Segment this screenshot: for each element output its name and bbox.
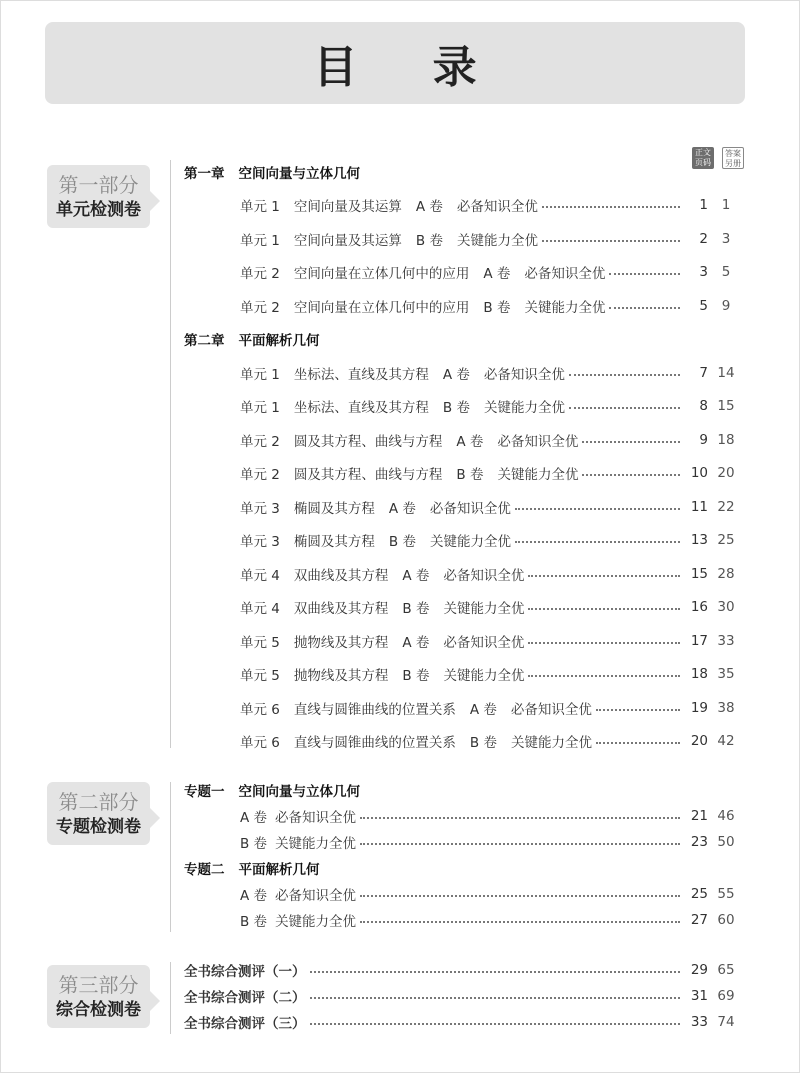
page-number: 29 <box>690 962 708 978</box>
entry-paper: B 卷 <box>483 299 511 316</box>
answer-page: 18 <box>717 431 735 448</box>
answer-page: 50 <box>717 834 735 850</box>
entry-name: 全书综合测评（一） <box>184 964 306 980</box>
page-number: 16 <box>690 599 708 616</box>
entry-paper: A 卷 <box>456 433 484 450</box>
part-name: 专题检测卷 <box>56 817 141 837</box>
entry-unit: 单元 2 <box>240 299 280 316</box>
dot-leader <box>596 709 680 711</box>
entry-desc: 关键能力全优 <box>510 735 592 752</box>
page-number: 1 <box>699 197 708 214</box>
divider <box>170 160 171 748</box>
dot-leader <box>528 608 680 610</box>
entry-desc: 必备知识全优 <box>429 500 511 517</box>
topic-heading[interactable] <box>184 855 744 881</box>
entry-unit: 单元 2 <box>240 467 280 484</box>
part2-contents <box>184 777 744 933</box>
page-number: 5 <box>699 297 708 314</box>
entry-unit: 单元 4 <box>240 601 280 618</box>
entry-topic: 圆及其方程、曲线与方程 <box>293 433 443 450</box>
entry-topic: 坐标法、直线及其方程 <box>293 366 429 383</box>
toc-entry[interactable] <box>184 222 744 256</box>
toc-entry[interactable] <box>184 457 744 491</box>
entry-paper: B 卷 <box>456 467 484 484</box>
dot-leader <box>609 273 680 275</box>
part3-contents <box>184 957 744 1035</box>
entry-desc: 必备知识全优 <box>524 266 606 283</box>
chapter-heading[interactable] <box>184 323 744 357</box>
toc-entry[interactable] <box>184 390 744 424</box>
dot-leader <box>528 575 680 577</box>
page-number: 8 <box>699 398 708 415</box>
entry-desc: 关键能力全优 <box>456 232 538 249</box>
answer-page: 1 <box>721 197 731 214</box>
dot-leader <box>360 817 680 819</box>
entry-topic: 空间向量及其运算 <box>293 199 402 216</box>
page-number: 33 <box>690 1014 708 1030</box>
toc-entry[interactable] <box>184 957 744 983</box>
entry-topic: 椭圆及其方程 <box>293 534 375 551</box>
page-number: 21 <box>690 808 708 824</box>
entry-topic: 双曲线及其方程 <box>293 601 389 618</box>
answer-page: 14 <box>717 364 735 381</box>
answer-page: 5 <box>721 264 731 281</box>
dot-leader <box>515 541 680 543</box>
toc-entry[interactable] <box>184 557 744 591</box>
entry-paper: A 卷 <box>415 199 443 216</box>
entry-desc: 必备知识全优 <box>443 567 525 584</box>
entry-topic: 抛物线及其方程 <box>293 634 389 651</box>
page-number: 7 <box>699 364 708 381</box>
entry-paper: A 卷 <box>483 266 511 283</box>
topic-name: 平面解析几何 <box>238 862 320 878</box>
entry-paper: B 卷 <box>402 668 430 685</box>
page-number: 19 <box>690 699 708 716</box>
entry-desc: 关键能力全优 <box>429 534 511 551</box>
page-number: 17 <box>690 632 708 649</box>
dot-leader <box>596 742 680 744</box>
entry-paper: A 卷 <box>469 701 497 718</box>
toc-entry[interactable] <box>184 907 744 933</box>
toc-entry[interactable] <box>184 803 744 829</box>
entry-desc: 关键能力全优 <box>524 299 606 316</box>
answer-page: 60 <box>717 912 735 928</box>
dot-leader <box>310 971 681 973</box>
toc-entry[interactable] <box>184 624 744 658</box>
entry-desc: 必备知识全优 <box>443 634 525 651</box>
entry-desc: 关键能力全优 <box>275 914 357 930</box>
answer-page: 22 <box>717 498 735 515</box>
entry-topic: 直线与圆锥曲线的位置关系 <box>293 701 456 718</box>
entry-unit: 单元 1 <box>240 232 280 249</box>
toc-entry[interactable] <box>184 983 744 1009</box>
page-number: 15 <box>690 565 708 582</box>
answer-page: 55 <box>717 886 735 902</box>
dot-leader <box>528 675 680 677</box>
dot-leader <box>310 1023 681 1025</box>
entry-unit: 单元 1 <box>240 199 280 216</box>
entry-topic: 双曲线及其方程 <box>293 567 389 584</box>
page-number: 27 <box>690 912 708 928</box>
entry-unit: 单元 2 <box>240 433 280 450</box>
entry-desc: 必备知识全优 <box>456 199 538 216</box>
dot-leader <box>542 206 680 208</box>
part-number: 第三部分 <box>58 973 139 997</box>
page-title: 目 录 <box>313 42 507 93</box>
topic-heading[interactable] <box>184 777 744 803</box>
toc-entry[interactable] <box>184 829 744 855</box>
entry-paper: B 卷 <box>240 836 268 852</box>
toc-entry[interactable] <box>184 490 744 524</box>
page-number: 20 <box>690 733 708 750</box>
dot-leader <box>582 474 680 476</box>
toc-entry[interactable] <box>184 356 744 390</box>
dot-leader <box>569 374 680 376</box>
toc-entry[interactable] <box>184 189 744 223</box>
entry-paper: A 卷 <box>402 567 430 584</box>
page-number: 10 <box>690 465 708 482</box>
part-number: 第一部分 <box>58 173 139 197</box>
topic-number: 专题二 <box>184 862 225 878</box>
entry-desc: 关键能力全优 <box>443 601 525 618</box>
dot-leader <box>609 307 680 309</box>
column-legend <box>692 147 744 169</box>
entry-desc: 关键能力全优 <box>497 467 579 484</box>
entry-topic: 坐标法、直线及其方程 <box>293 400 429 417</box>
chapter-name: 平面解析几何 <box>238 333 320 350</box>
part-label-3 <box>47 965 150 1028</box>
page-number: 23 <box>690 834 708 850</box>
dot-leader <box>360 843 680 845</box>
dot-leader <box>542 240 680 242</box>
page-number: 13 <box>690 532 708 549</box>
dot-leader <box>569 407 680 409</box>
title-banner <box>45 22 745 104</box>
entry-topic: 空间向量及其运算 <box>293 232 402 249</box>
entry-desc: 必备知识全优 <box>275 810 357 826</box>
toc-entry[interactable] <box>184 725 744 759</box>
answer-page: 30 <box>717 599 735 616</box>
answer-page: 33 <box>717 632 735 649</box>
dot-leader <box>515 508 680 510</box>
entry-unit: 单元 5 <box>240 668 280 685</box>
entry-paper: B 卷 <box>415 232 443 249</box>
answer-page: 35 <box>717 666 735 683</box>
entry-paper: A 卷 <box>402 634 430 651</box>
entry-unit: 单元 6 <box>240 701 280 718</box>
answer-page: 3 <box>721 230 731 247</box>
entry-unit: 单元 1 <box>240 400 280 417</box>
toc-entry[interactable] <box>184 289 744 323</box>
part-name: 单元检测卷 <box>56 200 141 220</box>
answer-page: 46 <box>717 808 735 824</box>
entry-desc: 关键能力全优 <box>483 400 565 417</box>
entry-desc: 必备知识全优 <box>497 433 579 450</box>
entry-desc: 关键能力全优 <box>275 836 357 852</box>
entry-desc: 必备知识全优 <box>510 701 592 718</box>
entry-unit: 单元 6 <box>240 735 280 752</box>
page-number: 25 <box>690 886 708 902</box>
page-number-icon: 正文页码 <box>692 147 714 169</box>
entry-paper: B 卷 <box>240 914 268 930</box>
entry-topic: 圆及其方程、曲线与方程 <box>293 467 443 484</box>
dot-leader <box>360 895 680 897</box>
entry-topic: 空间向量在立体几何中的应用 <box>293 299 470 316</box>
answer-page: 69 <box>717 988 735 1004</box>
toc-entry[interactable] <box>184 423 744 457</box>
divider <box>170 782 171 932</box>
entry-paper: B 卷 <box>388 534 416 551</box>
chapter-number: 第二章 <box>184 333 225 350</box>
answer-page: 42 <box>717 733 735 750</box>
answer-page: 9 <box>721 297 731 314</box>
entry-desc: 关键能力全优 <box>443 668 525 685</box>
page-number: 9 <box>699 431 708 448</box>
part-label-2 <box>47 782 150 845</box>
page-number: 2 <box>699 230 708 247</box>
entry-unit: 单元 5 <box>240 634 280 651</box>
dot-leader <box>582 441 680 443</box>
topic-name: 空间向量与立体几何 <box>238 784 360 800</box>
entry-topic: 抛物线及其方程 <box>293 668 389 685</box>
topic-number: 专题一 <box>184 784 225 800</box>
part-label-1 <box>47 165 150 228</box>
entry-unit: 单元 1 <box>240 366 280 383</box>
entry-topic: 直线与圆锥曲线的位置关系 <box>293 735 456 752</box>
toc-entry[interactable] <box>184 658 744 692</box>
chapter-heading[interactable] <box>184 155 744 189</box>
page-number: 3 <box>699 264 708 281</box>
entry-name: 全书综合测评（三） <box>184 1016 306 1032</box>
entry-paper: A 卷 <box>388 500 416 517</box>
answer-page: 38 <box>717 699 735 716</box>
chapter-number: 第一章 <box>184 165 225 182</box>
toc-entry[interactable] <box>184 1009 744 1035</box>
entry-topic: 空间向量在立体几何中的应用 <box>293 266 470 283</box>
answer-page: 65 <box>717 962 735 978</box>
part-name: 综合检测卷 <box>56 1000 141 1020</box>
chapter-name: 空间向量与立体几何 <box>238 165 360 182</box>
entry-desc: 必备知识全优 <box>483 366 565 383</box>
entry-unit: 单元 3 <box>240 500 280 517</box>
page-number: 31 <box>690 988 708 1004</box>
dot-leader <box>360 921 680 923</box>
toc-entry[interactable] <box>184 524 744 558</box>
dot-leader <box>528 642 680 644</box>
entry-paper: B 卷 <box>402 601 430 618</box>
toc-entry[interactable] <box>184 881 744 907</box>
answer-page: 20 <box>717 465 735 482</box>
entry-unit: 单元 4 <box>240 567 280 584</box>
entry-paper: B 卷 <box>469 735 497 752</box>
entry-topic: 椭圆及其方程 <box>293 500 375 517</box>
entry-unit: 单元 2 <box>240 266 280 283</box>
answer-page: 25 <box>717 532 735 549</box>
entry-unit: 单元 3 <box>240 534 280 551</box>
answer-page: 28 <box>717 565 735 582</box>
toc-entry[interactable] <box>184 691 744 725</box>
entry-name: 全书综合测评（二） <box>184 990 306 1006</box>
part1-contents <box>184 148 744 758</box>
toc-entry[interactable] <box>184 256 744 290</box>
entry-paper: B 卷 <box>442 400 470 417</box>
page-number: 11 <box>690 498 708 515</box>
answer-page: 15 <box>717 398 735 415</box>
entry-desc: 必备知识全优 <box>275 888 357 904</box>
part-number: 第二部分 <box>58 790 139 814</box>
answer-page: 74 <box>717 1014 735 1030</box>
entry-paper: A 卷 <box>240 888 268 904</box>
page-number: 18 <box>690 666 708 683</box>
answer-booklet-icon: 答案另册 <box>722 147 744 169</box>
dot-leader <box>310 997 681 999</box>
toc-entry[interactable] <box>184 591 744 625</box>
divider <box>170 962 171 1034</box>
entry-paper: A 卷 <box>442 366 470 383</box>
entry-paper: A 卷 <box>240 810 268 826</box>
